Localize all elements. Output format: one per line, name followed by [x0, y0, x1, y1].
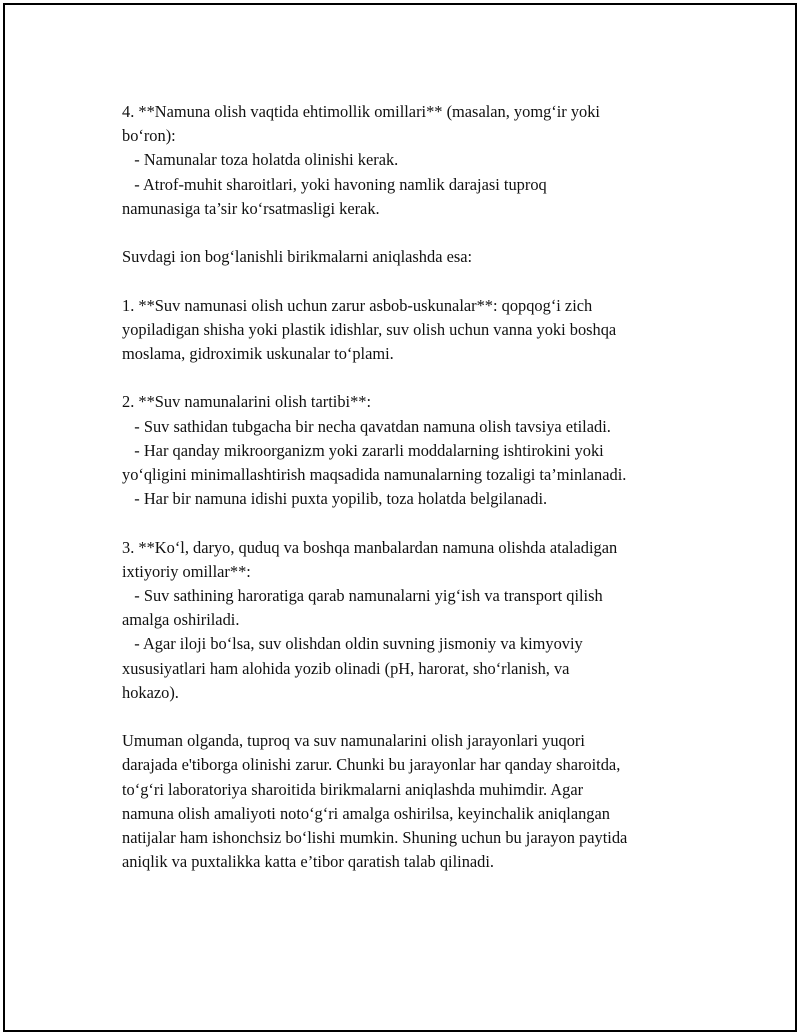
text-line: xususiyatlari ham alohida yozib olinadi (pH, harorat, sho‘rlanish, va: [122, 658, 570, 678]
text-line: aniqlik va puxtalikka katta e’tibor qaratish talab qilinadi.: [122, 852, 495, 872]
blank-line: [122, 511, 712, 535]
text-line: yopiladigan shisha yoki plastik idishlar, suv olish uchun vanna yoki boshqa: [122, 319, 617, 339]
text-line: Suvdagi ion bog‘lanishli birikmalarni aniqlashda esa:: [122, 247, 473, 267]
text-line: ixtiyoriy omillar**:: [122, 561, 251, 581]
text-line: darajada e'tiborga olinishi zarur. Chunki bu jarayonlar har qanday sharoitda,: [122, 755, 621, 775]
text-line: namunasiga ta’sir ko‘rsatmasligi kerak.: [122, 198, 380, 218]
text-line: 4. **Namuna olish vaqtida ehtimollik omillari** (masalan, yomg‘ir yoki: [122, 102, 600, 121]
text-line: natijalar ham ishonchsiz bo‘lishi mumkin. Shuning uchun bu jarayon paytida: [122, 828, 628, 848]
text-line: - Atrof-muhit sharoitlari, yoki havoning namlik darajasi tuproq: [122, 174, 547, 194]
text-line: - Har bir namuna idishi puxta yopilib, toza holatda belgilanadi.: [122, 489, 548, 509]
text-line: - Suv sathidan tubgacha bir necha qavatdan namuna olish tavsiya etiladi.: [122, 416, 611, 436]
text-line: namuna olish amaliyoti noto‘g‘ri amalga oshirilsa, keyinchalik aniqlangan: [122, 803, 610, 823]
text-line: hokazo).: [122, 682, 179, 702]
blank-line: [122, 221, 712, 245]
text-line: moslama, gidroximik uskunalar to‘plami.: [122, 344, 394, 363]
text-line: 1. **Suv namunasi olish uchun zarur asbob-uskunalar**: qopqog‘i zich: [122, 295, 593, 315]
text-line: bo‘ron):: [122, 126, 176, 146]
text-line: to‘g‘ri laboratoriya sharoitida birikmalarni aniqlashda muhimdir. Agar: [122, 779, 584, 799]
blank-line: [122, 705, 712, 729]
document-body: [122, 100, 712, 874]
text-line: - Har qanday mikroorganizm yoki zararli moddalarning ishtirokini yoki: [122, 440, 604, 460]
blank-line: [122, 366, 712, 390]
text-line: yo‘qligini minimallashtirish maqsadida namunalarning tozaligi ta’minlanadi.: [122, 465, 627, 484]
text-line: 3. **Ko‘l, daryo, quduq va boshqa manbalardan namuna olishda ataladigan: [122, 537, 618, 557]
text-line: - Agar iloji bo‘lsa, suv olishdan oldin suvning jismoniy va kimyoviy: [122, 634, 583, 654]
text-line: Umuman olganda, tuproq va suv namunalarini olish jarayonlari yuqori: [122, 731, 585, 751]
text-line: 2. **Suv namunalarini olish tartibi**:: [122, 392, 372, 412]
text-line: - Namunalar toza holatda olinishi kerak.: [122, 150, 399, 170]
page-frame: [3, 3, 797, 1032]
blank-line: [122, 269, 712, 293]
text-line: - Suv sathining haroratiga qarab namunalarni yig‘ish va transport qilish: [122, 586, 603, 605]
text-line: amalga oshiriladi.: [122, 610, 240, 630]
